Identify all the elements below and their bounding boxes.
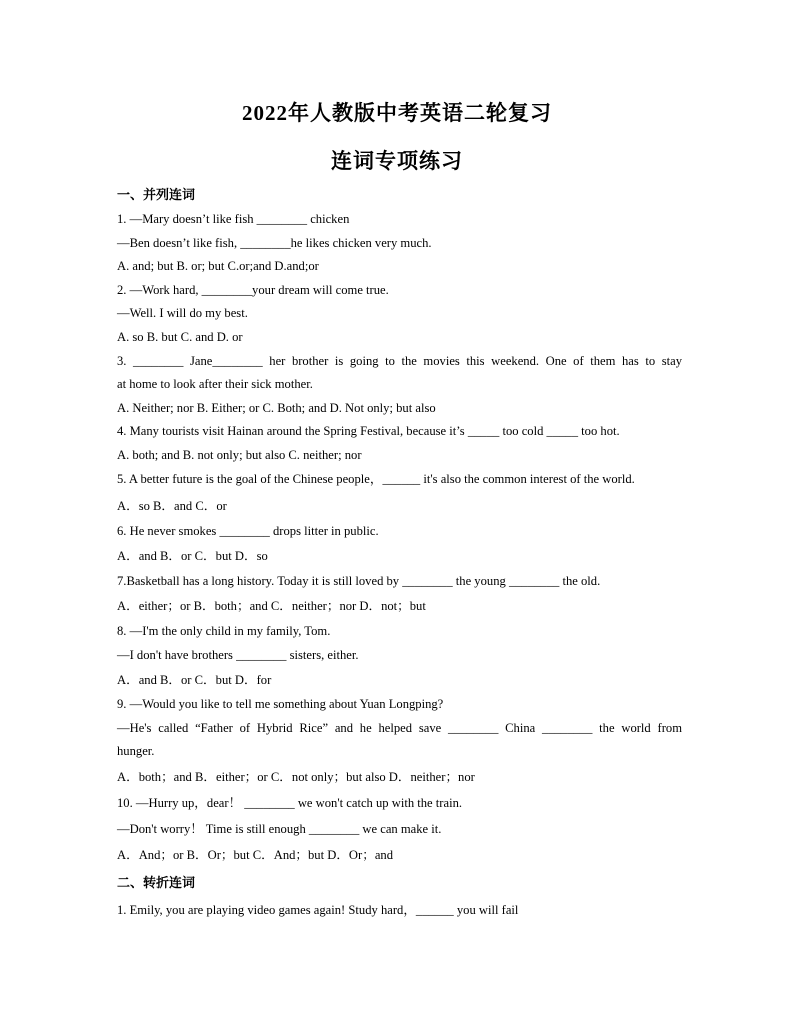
question-line: at home to look after their sick mother. xyxy=(117,377,313,391)
options-line: A．so B．and C．or xyxy=(117,499,227,513)
options-line: A. both; and B. not only; but also C. neither; nor xyxy=(117,448,362,462)
options-line: A．both；and B．either；or C．not only；but also D．neither；nor xyxy=(117,770,475,784)
question-line: —He's called “Father of Hybrid Rice” and he helped save ________ China ________ the world from xyxy=(117,721,682,735)
question-line: 7.Basketball has a long history. Today it is still loved by ________ the young ________ the old. xyxy=(117,574,601,588)
options-line: A．and B．or C．but D．for xyxy=(117,673,272,687)
question-line: 5. A better future is the goal of the Chinese people，______ it's also the common interest of the world. xyxy=(117,472,635,486)
options-line: A．either；or B．both；and C．neither；nor D．not；but xyxy=(117,599,426,613)
section-heading-coordinating: 一、并列连词 xyxy=(117,187,196,202)
document-subtitle: 连词专项练习 xyxy=(331,149,463,173)
options-line: A. and; but B. or; but C.or;and D.and;or xyxy=(117,259,319,273)
document-title: 2022年人教版中考英语二轮复习 xyxy=(242,101,552,125)
question-line: hunger. xyxy=(117,744,155,758)
question-line: 4. Many tourists visit Hainan around the Spring Festival, because it’s _____ too cold _____ too hot. xyxy=(117,424,620,438)
question-line: 6. He never smokes ________ drops litter in public. xyxy=(117,524,379,538)
options-line: A. so B. but C. and D. or xyxy=(117,330,243,344)
question-line: —Ben doesn’t like fish, ________he likes chicken very much. xyxy=(117,236,432,250)
question-line: 10. —Hurry up，dear！ ________ we won't catch up with the train. xyxy=(117,796,463,810)
section-heading-adversative: 二、转折连词 xyxy=(117,875,196,890)
question-line: 1. Emily, you are playing video games again! Study hard，______ you will fail xyxy=(117,903,519,917)
question-line: 8. —I'm the only child in my family, Tom. xyxy=(117,624,331,638)
options-line: A．and B．or C．but D．so xyxy=(117,549,268,563)
question-line: 1. —Mary doesn’t like fish ________ chicken xyxy=(117,212,350,226)
question-line: —I don't have brothers ________ sisters, either. xyxy=(117,648,359,662)
question-line: —Don't worry！ Time is still enough ________ we can make it. xyxy=(117,822,442,836)
question-line: 9. —Would you like to tell me something about Yuan Longping? xyxy=(117,697,444,711)
question-line: 3. ________ Jane________ her brother is going to the movies this weekend. One of them has to stay xyxy=(117,354,682,368)
question-line: 2. —Work hard, ________your dream will come true. xyxy=(117,283,389,297)
options-line: A．And；or B．Or；but C．And；but D．Or；and xyxy=(117,848,393,862)
options-line: A. Neither; nor B. Either; or C. Both; and D. Not only; but also xyxy=(117,401,436,415)
question-line: —Well. I will do my best. xyxy=(117,306,248,320)
